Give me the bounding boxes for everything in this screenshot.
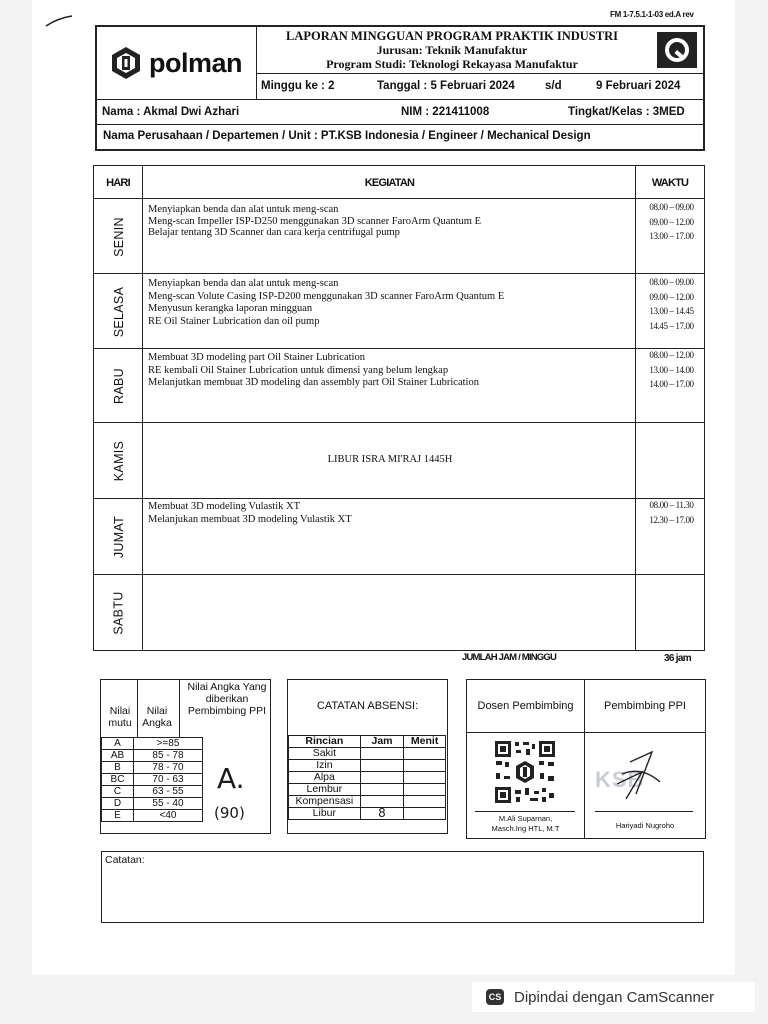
col-nilai-mutu: Nilai mutu <box>108 705 132 729</box>
tanggal: Tanggal : 5 Februari 2024 <box>377 80 515 92</box>
tingkat: Tingkat/Kelas : 3MED <box>568 106 685 118</box>
time-item: 14.45 – 17.00 <box>649 320 694 331</box>
activity-item: Membuat 3D modeling part Oil Stainer Lubrication <box>148 352 365 363</box>
sd: s/d <box>545 80 562 92</box>
scanner-text: Dipindai dengan CamScanner <box>514 988 715 1006</box>
jumlah-value: 36 jam <box>664 653 691 664</box>
activity-item: Membuat 3D modeling Vulastik XT <box>148 501 300 512</box>
scanner-watermark <box>472 982 755 1012</box>
times-senin <box>639 200 704 244</box>
given-grade: A. <box>217 762 245 795</box>
camscanner-icon: CS <box>486 989 504 1005</box>
q-logo-icon <box>663 36 691 64</box>
activity-item: Menyusun kerangka laporan mingguan <box>148 303 313 314</box>
student-row <box>97 99 703 124</box>
activity-item: RE Oil Stainer Lubrication dan oil pump <box>148 315 320 327</box>
ppi-signature <box>612 744 667 804</box>
time-item: 09.00 – 12.00 <box>649 291 694 302</box>
ppi-label: Pembimbing PPI <box>604 700 686 712</box>
company-stamp: KSB <box>595 767 645 792</box>
time-item: 13.00 – 17.00 <box>649 231 694 241</box>
time-item: 12.30 – 17.00 <box>649 514 694 525</box>
time-item: 08.00 – 09.00 <box>649 277 694 287</box>
activity-item: Belajar tentang 3D Scanner dan cara kerja centrifugal pump <box>148 227 400 238</box>
quality-logo <box>651 27 703 73</box>
time-item: 09.00 – 12.00 <box>649 216 694 227</box>
time-item: 08.00 – 12.00 <box>649 350 694 360</box>
activity-item: Menyiapkan benda dan alat untuk meng-scan <box>148 204 339 215</box>
activities-jumat <box>148 501 628 526</box>
logo-text: polman <box>149 47 243 78</box>
activity-item: RE kembali Oil Stainer Lubrication untuk dimensi yang belum lengkap <box>148 364 449 376</box>
time-item: 13.00 – 14.45 <box>649 306 694 316</box>
times-jumat <box>639 498 704 527</box>
activity-item: Melanjukan membuat 3D modeling Vulastik XT <box>148 513 352 525</box>
activities-rabu <box>148 352 628 390</box>
activity-item: Melanjutkan membuat 3D modeling dan assembly part Oil Stainer Lubrication <box>148 377 479 388</box>
title-line-2: Jurusan: Teknik Manufaktur <box>376 43 528 57</box>
signature-box <box>466 679 706 839</box>
qr-code-icon <box>494 740 556 804</box>
col-nilai-angka: Nilai Angka <box>142 705 172 729</box>
activity-table <box>93 165 705 651</box>
day-jumat: JUMAT <box>112 515 126 559</box>
times-selasa <box>639 275 704 333</box>
day-selasa: SELASA <box>112 286 127 337</box>
attendance-title: CATATAN ABSENSI: <box>316 700 419 712</box>
dosen-label: Dosen Pembimbing <box>477 700 574 712</box>
day-sabtu: SABTU <box>112 591 126 635</box>
given-score: (90) <box>214 804 245 822</box>
holiday-note: LIBUR ISRA MI'RAJ 1445H <box>327 454 453 465</box>
col-waktu: WAKTU <box>651 177 689 189</box>
activity-item: Meng-scan Impeller ISP-D250 menggunakan 3D scanner FaroArm Quantum E <box>148 215 482 227</box>
time-item: 14.00 – 17.00 <box>649 379 694 389</box>
col-nilai-pembimbing: Nilai Angka Yang diberikan Pembimbing PPI <box>187 681 267 717</box>
polman-logo-icon <box>109 46 143 80</box>
col-hari: HARI <box>106 177 130 189</box>
pen-mark <box>44 14 74 28</box>
nama: Nama : Akmal Dwi Azhari <box>102 106 240 118</box>
ppi-name: Hariyadi Nugroho <box>615 821 675 830</box>
catatan-box <box>101 851 704 923</box>
title-line-1: LAPORAN MINGGUAN PROGRAM PRAKTIK INDUSTRI <box>286 29 618 43</box>
perusahaan: Nama Perusahaan / Departemen / Unit : PT.KSB Indonesia / Engineer / Mechanical Design <box>103 130 591 142</box>
attendance-table <box>287 679 448 834</box>
company-row <box>97 124 703 149</box>
dosen-name: M.Ali Suparnan, Masch.Ing HTL, M.T <box>491 814 560 833</box>
day-kamis: KAMIS <box>112 440 126 482</box>
title-line-3: Program Studi: Teknologi Rekayasa Manufaktur <box>326 57 578 71</box>
time-item: 08.00 – 11.30 <box>649 500 694 510</box>
jumlah-label: JUMLAH JAM / MINGGU <box>462 652 557 663</box>
form-code: FM 1-7.5.1-1-03 ed.A rev <box>610 10 694 19</box>
report-title <box>257 27 647 75</box>
period-row <box>257 73 703 99</box>
activity-item: Menyiapkan benda dan alat untuk meng-scan <box>148 278 339 289</box>
times-rabu <box>639 348 704 392</box>
catatan-label: Catatan: <box>105 854 145 866</box>
logo <box>97 27 257 99</box>
col-kegiatan: KEGIATAN <box>364 177 415 189</box>
attendance-rows: Rincian Jam Menit Sakit Izin Alpa Lembur Kompensasi Libur 8 <box>288 735 446 820</box>
day-rabu: RABU <box>112 368 126 404</box>
time-item: 08.00 – 09.00 <box>649 202 694 212</box>
grade-scale: A >=85 AB 85 - 78 B 78 - 70 BC 70 - 63 C 63 - 55 D 55 - 40 E <40 <box>101 737 203 822</box>
nim: NIM : 221411008 <box>401 106 490 118</box>
report-header <box>95 25 705 151</box>
activities-senin <box>148 204 628 239</box>
activities-selasa <box>148 278 628 328</box>
day-senin: SENIN <box>111 216 126 257</box>
time-item: 13.00 – 14.00 <box>649 364 694 375</box>
minggu-ke: Minggu ke : 2 <box>261 80 335 92</box>
grading-table <box>100 679 271 834</box>
tanggal-akhir: 9 Februari 2024 <box>596 80 681 92</box>
activity-item: Meng-scan Volute Casing ISP-D200 menggunakan 3D scanner FaroArm Quantum E <box>148 290 505 302</box>
